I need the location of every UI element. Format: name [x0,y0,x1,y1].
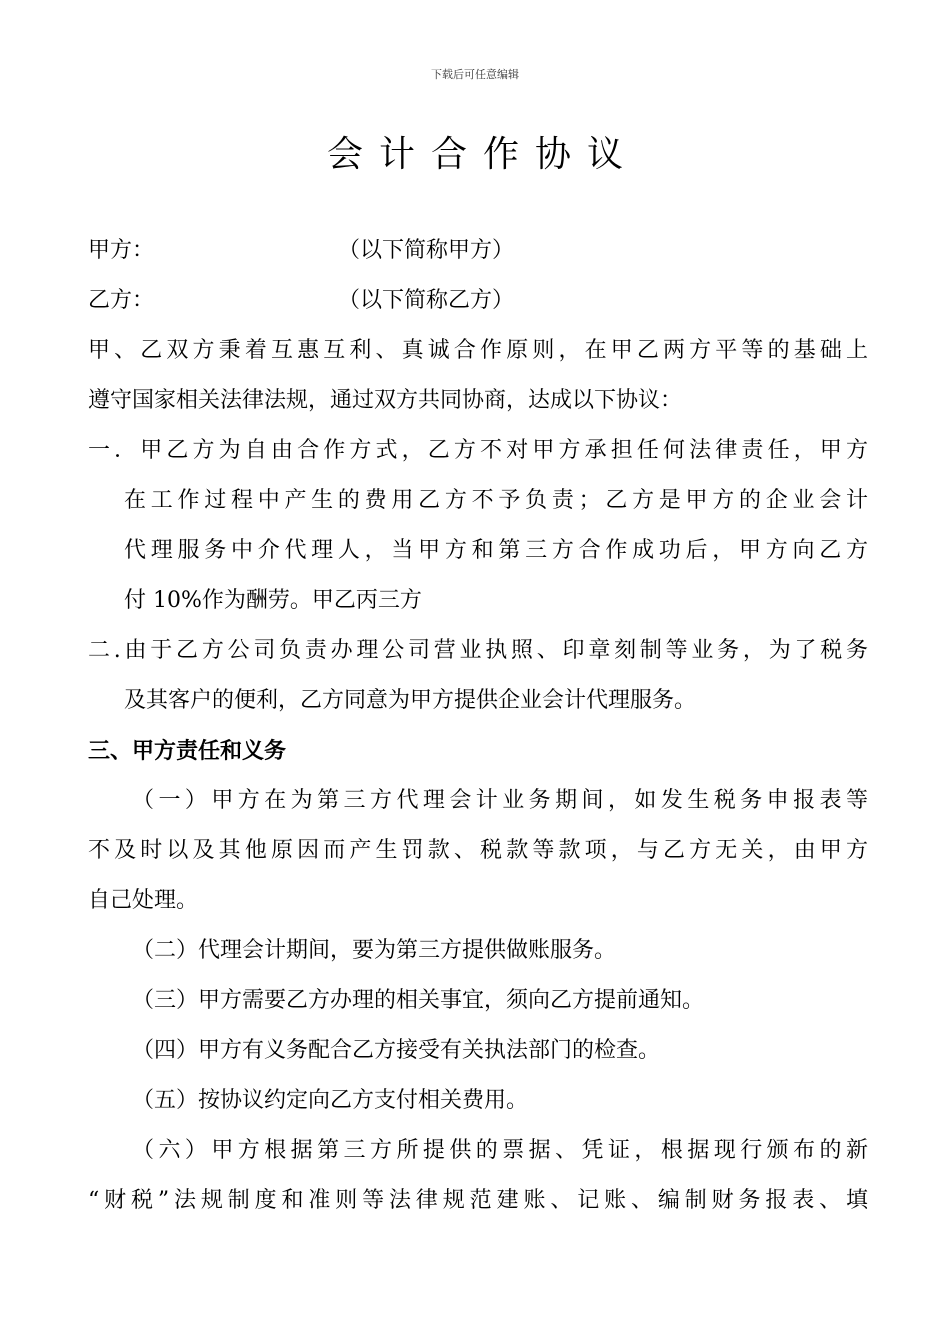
document-title: 会计合作协议 [326,134,639,175]
intro-line: 甲、乙双方秉着互惠互利、真诚合作原则，在甲乙两方平等的基础上 [88,338,868,363]
item-5-line: （五）按协议约定向乙方支付相关费用。 [132,1088,529,1113]
clause-1-line: 一．甲乙方为自由合作方式，乙方不对甲方承担任何法律责任，甲方 [88,438,868,463]
item-1-line: 自己处理。 [88,888,199,913]
item-6-line: “财税”法规制度和准则等法律规范建账、记账、编制财务报表、填 [88,1188,868,1213]
item-3-line: （三）甲方需要乙方办理的相关事宜，须向乙方提前通知。 [132,988,705,1013]
item-1-line: 不及时以及其他原因而产生罚款、税款等款项，与乙方无关，由甲方 [88,838,868,863]
item-4-line: （四）甲方有义务配合乙方接受有关执法部门的检查。 [132,1038,661,1063]
item-1-line: （一）甲方在为第三方代理会计业务期间，如发生税务申报表等 [132,788,868,813]
item-2-line: （二）代理会计期间，要为第三方提供做账服务。 [132,938,617,963]
clause-2-line: 二.由于乙方公司负责办理公司营业执照、印章刻制等业务，为了税务 [88,638,868,663]
party-b-line [88,276,868,326]
clause-2-line: 及其客户的便利，乙方同意为甲方提供企业会计代理服务。 [124,688,697,713]
clause-1-line: 在工作过程中产生的费用乙方不予负责；乙方是甲方的企业会计 [124,488,868,513]
party-b-note: （以下简称乙方） [338,288,515,313]
party-a-label: 甲方： [88,238,155,263]
item-6-line: （六）甲方根据第三方所提供的票据、凭证，根据现行颁布的新 [132,1138,868,1163]
party-b-label: 乙方： [88,288,155,313]
intro-line: 遵守国家相关法律法规，通过双方共同协商，达成以下协议： [88,388,683,413]
clause-1-line: 代理服务中介代理人，当甲方和第三方合作成功后，甲方向乙方 [124,538,868,563]
header-note: 下载后可任意编辑 [431,68,519,81]
document-body [88,226,868,1226]
party-a-line [88,226,868,276]
clause-1-line: 付 10%作为酬劳。甲乙丙三方 [124,588,422,613]
party-a-note: （以下简称甲方） [338,238,515,263]
section-3-heading: 三、甲方责任和义务 [88,738,287,764]
